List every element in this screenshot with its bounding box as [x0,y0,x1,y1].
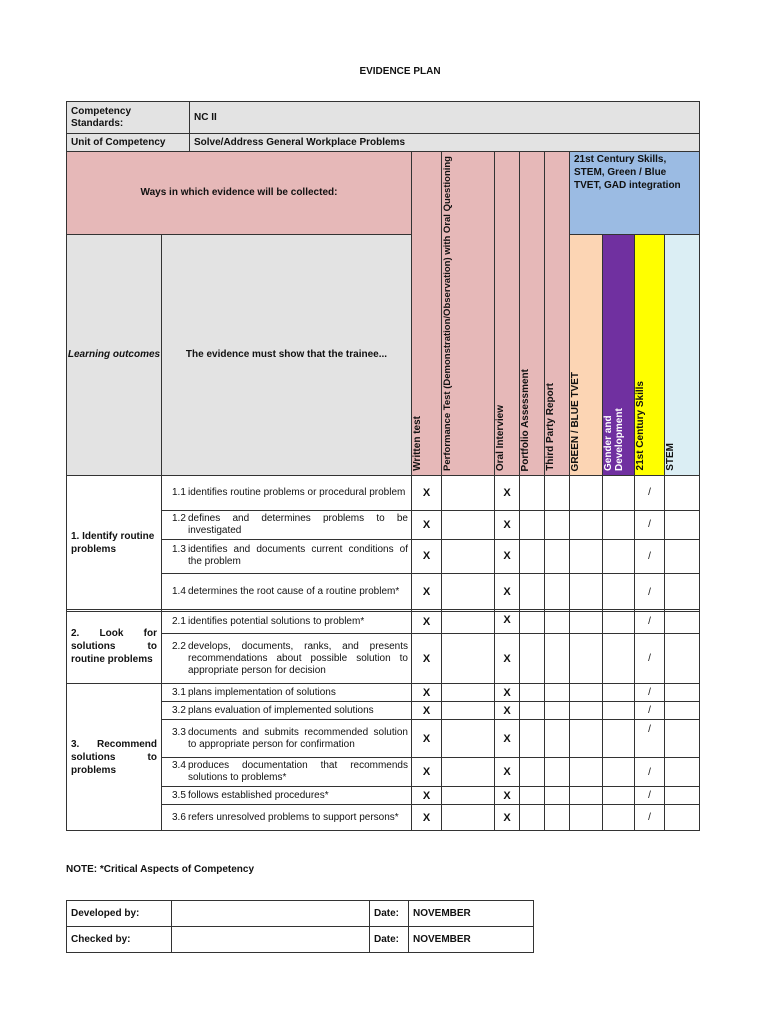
outcome-1-label: 1. Identify routine problems [67,475,162,611]
written-mark: X [412,702,442,720]
learning-outcomes-header: Learning outcomes [67,234,162,475]
col-green-blue: GREEN / BLUE TVET [570,234,603,475]
written-mark: X [412,539,442,573]
written-mark: X [412,573,442,611]
written-mark: X [412,510,442,539]
document-title: EVIDENCE PLAN [359,66,441,77]
date-label: Date: [370,927,409,953]
competency-label: Competency Standards: [67,102,190,134]
oral-mark: X [495,475,520,510]
oral-mark: X [495,573,520,611]
evidence-row-1-4: 1.4 determines the root cause of a routine problem* [162,573,412,611]
col-stem: STEM [665,234,700,475]
oral-mark: X [495,634,520,684]
written-mark: X [412,634,442,684]
written-mark: X [412,475,442,510]
checked-by-label: Checked by: [67,927,172,953]
written-mark: X [412,787,442,805]
skills-mark: / [635,475,665,510]
oral-mark: X [495,610,520,634]
evidence-row-1-1: 1.1 identifies routine problems or procedural problem [162,475,412,510]
col-oral-interview: Oral Interview [495,152,520,476]
col-third-party: Third Party Report [545,152,570,476]
developed-by-label: Developed by: [67,901,172,927]
developed-date: NOVEMBER [409,901,534,927]
skills-mark: / [635,634,665,684]
col-century-skills: 21st Century Skills [635,234,665,475]
col-written-test: Written test [412,152,442,476]
skills-mark: / [635,720,665,758]
oral-mark: X [495,805,520,831]
outcome-3-label: 3. Recommend solutions to problems [67,684,162,831]
col-gender: Gender and Development [603,234,635,475]
written-mark: X [412,610,442,634]
checked-date: NOVEMBER [409,927,534,953]
evidence-header: The evidence must show that the trainee... [162,234,412,475]
oral-mark: X [495,510,520,539]
unit-value: Solve/Address General Workplace Problems [190,134,700,152]
unit-label: Unit of Competency [67,134,190,152]
oral-mark: X [495,787,520,805]
evidence-row-3-5: 3.5 follows established procedures* [162,787,412,805]
skills-group-header: 21st Century Skills, STEM, Green / Blue TVET, GAD integration [570,152,700,235]
col-portfolio: Portfolio Assessment [520,152,545,476]
evidence-row-3-6: 3.6 refers unresolved problems to support persons* [162,805,412,831]
evidence-row-1-3: 1.3 identifies and documents current conditions of the problem [162,539,412,573]
signoff-table [66,900,534,953]
checked-by-field[interactable] [172,927,370,953]
col-performance-test: Performance Test (Demonstration/Observation) with Oral Questioning [442,152,495,476]
evidence-row-3-3: 3.3 documents and submits recommended solution to appropriate person for confirmation [162,720,412,758]
developed-by-field[interactable] [172,901,370,927]
evidence-row-1-2: 1.2 defines and determines problems to be investigated [162,510,412,539]
oral-mark: X [495,702,520,720]
oral-mark: X [495,684,520,702]
evidence-plan-table [66,101,700,612]
skills-mark: / [635,539,665,573]
skills-mark: / [635,702,665,720]
evidence-row-3-2: 3.2 plans evaluation of implemented solutions [162,702,412,720]
evidence-row-3-1: 3.1 plans implementation of solutions [162,684,412,702]
skills-mark: / [635,610,665,634]
critical-aspects-note: NOTE: *Critical Aspects of Competency [66,864,255,875]
evidence-plan-table-continued [66,609,700,831]
skills-mark: / [635,684,665,702]
oral-mark: X [495,720,520,758]
skills-mark: / [635,787,665,805]
skills-mark: / [635,758,665,787]
written-mark: X [412,684,442,702]
skills-mark: / [635,805,665,831]
oral-mark: X [495,539,520,573]
written-mark: X [412,758,442,787]
evidence-row-2-2: 2.2 develops, documents, ranks, and presents recommendations about possible solution to appropriate person for decision [162,634,412,684]
outcome-2-label: 2. Look for solutions to routine problems [67,610,162,684]
competency-value: NC II [190,102,700,134]
evidence-row-2-1: 2.1 identifies potential solutions to problem* [162,610,412,634]
ways-header: Ways in which evidence will be collected: [67,152,412,235]
evidence-row-3-4: 3.4 produces documentation that recommends solutions to problems* [162,758,412,787]
written-mark: X [412,720,442,758]
skills-mark: / [635,573,665,611]
written-mark: X [412,805,442,831]
oral-mark: X [495,758,520,787]
date-label: Date: [370,901,409,927]
skills-mark: / [635,510,665,539]
